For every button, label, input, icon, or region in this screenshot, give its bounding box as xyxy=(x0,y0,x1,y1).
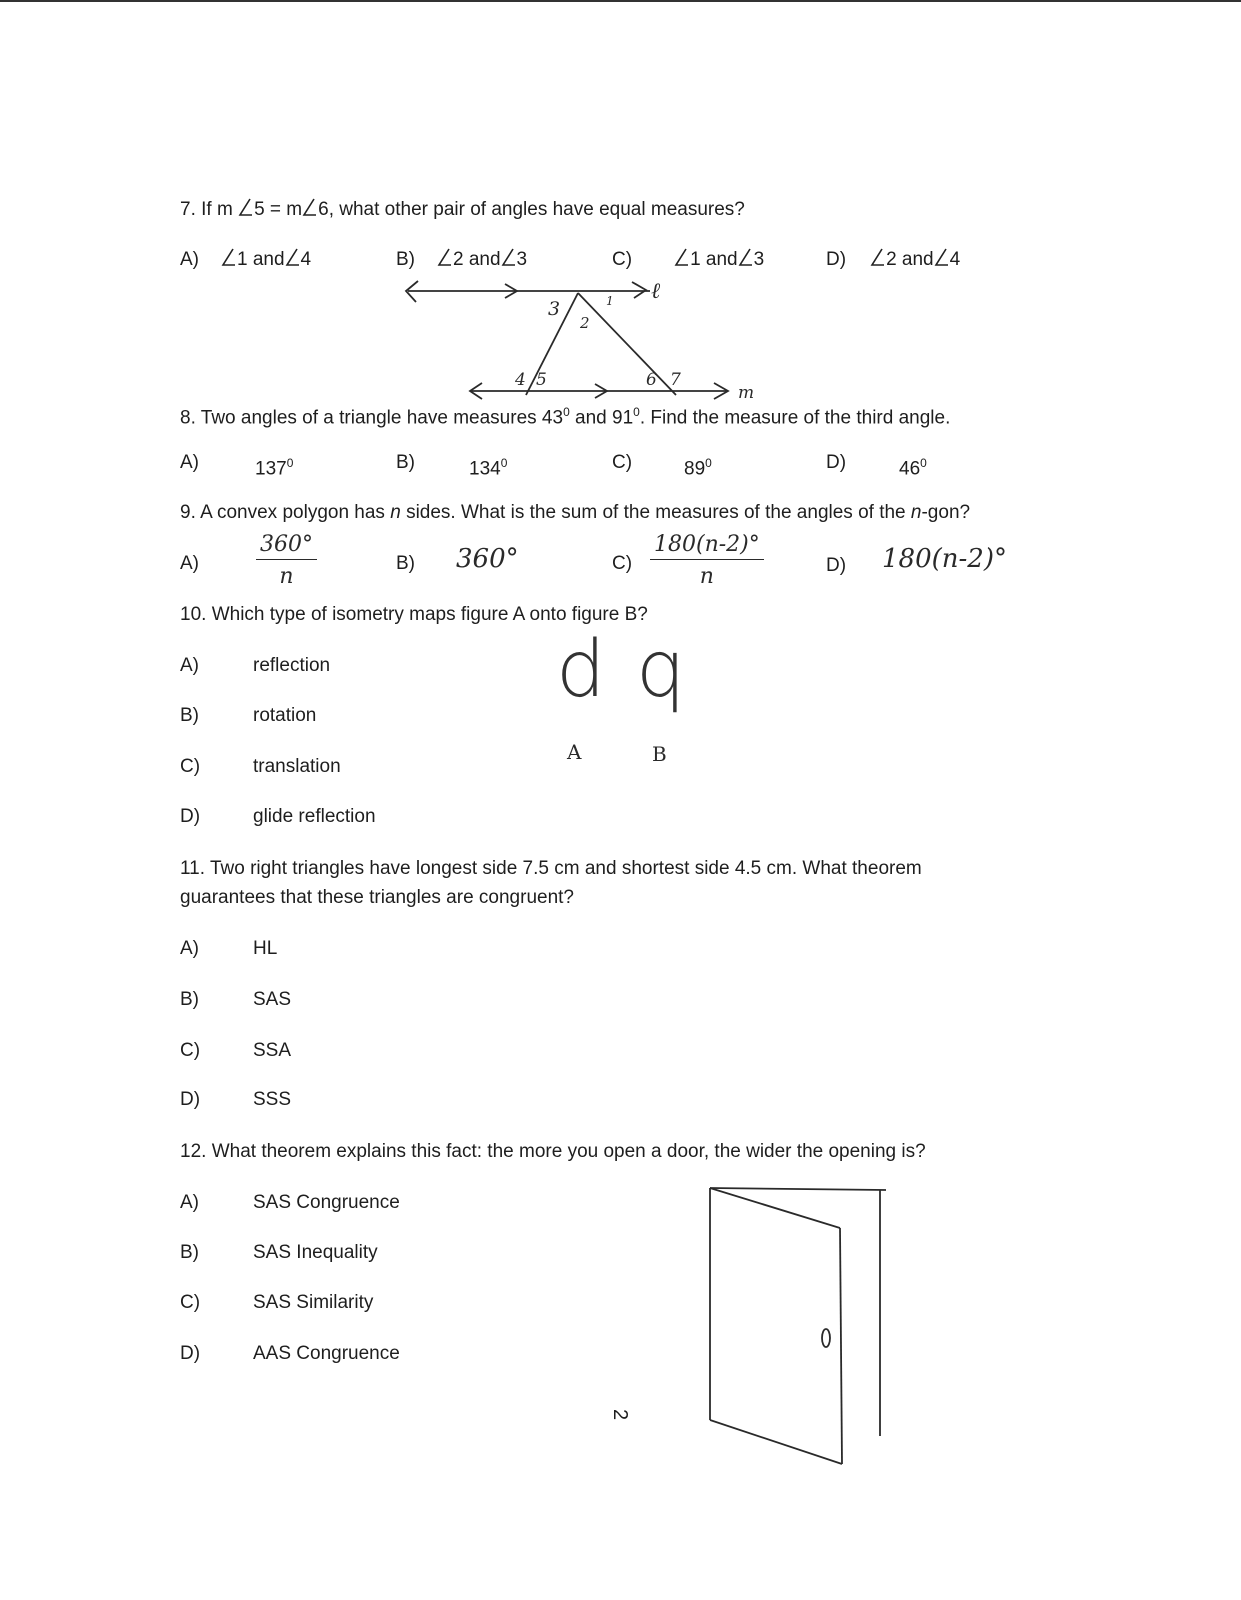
q7-prompt: 7. If m 5 = m 6, what other pair of angles have equal measures? xyxy=(180,199,745,220)
figure-b-label: B xyxy=(652,742,667,766)
q9-option-a-fraction: $\frac{360^\circ}{n}$ xyxy=(256,532,317,589)
q10-option-d-text: glide reflection xyxy=(253,806,376,827)
q12-option-d[interactable]: D) xyxy=(180,1343,201,1364)
angle-label-4: 4 xyxy=(515,370,526,390)
q10-prompt: 10. Which type of isometry maps figure A onto figure B? xyxy=(180,604,648,625)
figure-a-glyph: d xyxy=(556,625,606,715)
q11-option-c[interactable]: C) xyxy=(180,1040,201,1061)
q12-option-b-text: SAS Inequality xyxy=(253,1242,378,1263)
q7-option-a[interactable]: A) 1 and 4 xyxy=(180,249,312,270)
q11-option-d-text: SSS xyxy=(253,1089,292,1110)
q10-option-c[interactable]: C) xyxy=(180,756,201,777)
q8-option-d[interactable]: D) xyxy=(826,452,847,473)
q12-option-c-text: SAS Similarity xyxy=(253,1292,374,1313)
q11-option-a[interactable]: A) xyxy=(180,938,199,959)
q10-option-b-text: rotation xyxy=(253,705,317,726)
q9-prompt: 9. A convex polygon has n sides. What is the sum of the measures of the angles of the n-gon? xyxy=(180,502,971,523)
angle-label-5: 5 xyxy=(536,370,547,390)
q7-option-c[interactable]: C) 1 and 3 xyxy=(612,249,765,270)
q12-prompt: 12. What theorem explains this fact: the more you open a door, the wider the opening is? xyxy=(180,1141,926,1162)
q10-option-b[interactable]: B) xyxy=(180,705,199,726)
q12-option-a-text: SAS Congruence xyxy=(253,1192,400,1213)
q10-option-d[interactable]: D) xyxy=(180,806,201,827)
page-number: 2 xyxy=(609,1408,632,1421)
q9-option-c-fraction: $\frac{180(n-2)^\circ}{n}$ xyxy=(650,532,764,589)
door-knob-icon xyxy=(822,1329,830,1347)
q8-prompt: 8. Two angles of a triangle have measures $43^0$ and $91^0$. Find the measure of the third angle. xyxy=(180,405,951,429)
q9-option-b[interactable]: B) xyxy=(396,553,415,574)
q12-option-b[interactable]: B) xyxy=(180,1242,199,1263)
q11-option-c-text: SSA xyxy=(253,1040,292,1061)
door-top-edge xyxy=(710,1188,840,1228)
figure-b-glyph: q xyxy=(636,625,686,715)
door-bottom-edge xyxy=(710,1420,842,1464)
q8-option-b-value: $134^0$ xyxy=(469,456,508,480)
q8-option-c-value: $89^0$ xyxy=(684,456,712,480)
q7-option-b[interactable]: B) 2 and 3 xyxy=(396,249,528,270)
q9-option-a[interactable]: A) xyxy=(180,553,199,574)
q10-option-c-text: translation xyxy=(253,756,341,777)
q10-option-a-text: reflection xyxy=(253,655,331,676)
q9-option-d[interactable]: D) xyxy=(826,555,847,576)
q12-option-c[interactable]: C) xyxy=(180,1292,201,1313)
q9-option-c[interactable]: C) xyxy=(612,553,633,574)
line-label-m: m xyxy=(738,383,755,403)
q11-option-a-text: HL xyxy=(253,938,278,959)
q11-prompt-line-1: 11. Two right triangles have longest side 7.5 cm and shortest side 4.5 cm. What theorem xyxy=(180,858,922,879)
line-label-l: ℓ xyxy=(651,279,661,304)
angle-label-6: 6 xyxy=(646,370,657,390)
q9-option-d-value: 180(n-2)° xyxy=(882,544,1007,574)
q7-option-d[interactable]: D) 2 and 4 xyxy=(826,249,961,270)
q8-option-d-value: $46^0$ xyxy=(899,456,927,480)
angle-label-3: 3 xyxy=(548,298,561,320)
q11-option-d[interactable]: D) xyxy=(180,1089,201,1110)
q8-option-a-value: $137^0$ xyxy=(255,456,294,480)
angle-label-2: 2 xyxy=(580,314,590,332)
q12-option-d-text: AAS Congruence xyxy=(253,1343,400,1364)
q11-option-b-text: SAS xyxy=(253,989,292,1010)
q11-option-b[interactable]: B) xyxy=(180,989,199,1010)
figure-a-label: A xyxy=(567,740,582,764)
q12-option-a[interactable]: A) xyxy=(180,1192,199,1213)
q10-option-a[interactable]: A) xyxy=(180,655,199,676)
door-free-edge xyxy=(840,1228,842,1464)
door-frame-top xyxy=(710,1188,886,1190)
angle-label-7: 7 xyxy=(670,370,681,390)
q8-option-b[interactable]: B) xyxy=(396,452,415,473)
angle-label-1: 1 xyxy=(606,294,614,308)
q8-option-a[interactable]: A) xyxy=(180,452,199,473)
q11-prompt-line-2: guarantees that these triangles are congruent? xyxy=(180,887,574,908)
q9-option-b-value: 360° xyxy=(456,544,519,574)
q8-option-c[interactable]: C) xyxy=(612,452,633,473)
